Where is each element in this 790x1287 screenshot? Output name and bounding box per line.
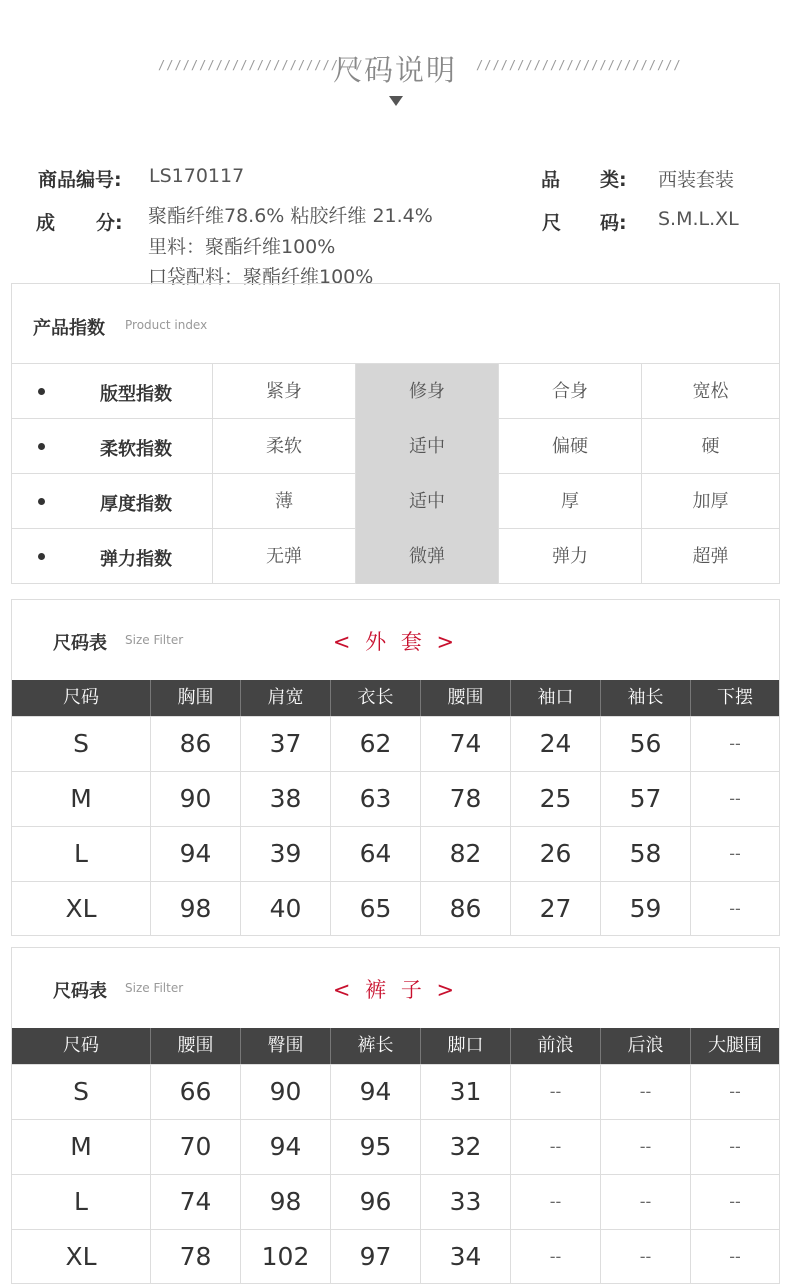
measure-cell: 33 — [420, 1175, 510, 1229]
table-row — [12, 1119, 779, 1174]
size-cell: L — [74, 839, 88, 868]
measure-cell: 78 — [420, 772, 510, 826]
column-header: 肩宽 — [240, 680, 330, 716]
pants-table-title: 尺码表 — [53, 981, 107, 1002]
size-cell: XL — [65, 1242, 97, 1271]
measure-cell: -- — [690, 827, 779, 881]
index-option: 无弹 — [212, 529, 355, 584]
measure-cell: -- — [690, 882, 779, 936]
size-cell: S — [73, 729, 89, 758]
measure-cell: 102 — [240, 1230, 330, 1284]
measure-cell: 94 — [150, 827, 240, 881]
category-label-2: 类: — [600, 169, 627, 191]
table-row — [12, 1064, 779, 1119]
pants-category-label: < 裤 子 > — [332, 978, 459, 1002]
measure-cell: 66 — [150, 1065, 240, 1119]
column-header: 尺码 — [63, 687, 99, 708]
index-option: 硬 — [641, 419, 779, 474]
composition-label-1: 成 — [36, 212, 56, 234]
measure-cell: 31 — [420, 1065, 510, 1119]
measure-cell: 86 — [420, 882, 510, 936]
jacket-table-subtitle: Size Filter — [125, 633, 184, 647]
bullet-icon — [38, 443, 45, 450]
product-index-panel — [11, 283, 780, 584]
measure-cell: 32 — [420, 1120, 510, 1174]
composition-line-3: 口袋配料：聚酯纤维100% — [148, 266, 374, 288]
measure-cell: 62 — [330, 717, 420, 771]
pants-table-header — [12, 948, 779, 1028]
product-info — [0, 160, 790, 288]
bullet-icon — [38, 553, 45, 560]
index-row — [12, 364, 779, 419]
measure-cell: 40 — [240, 882, 330, 936]
measure-cell: 90 — [150, 772, 240, 826]
column-header: 腰围 — [420, 680, 510, 716]
index-option: 紧身 — [212, 364, 355, 419]
measure-cell: 63 — [330, 772, 420, 826]
category-value: 西装套装 — [658, 169, 735, 191]
measure-cell: 57 — [600, 772, 690, 826]
column-header: 袖口 — [510, 680, 600, 716]
jacket-category-label: < 外 套 > — [332, 630, 459, 654]
triangle-down-icon — [389, 96, 403, 106]
index-option: 宽松 — [641, 364, 779, 419]
jacket-table-title: 尺码表 — [53, 633, 107, 654]
measure-cell: -- — [690, 1175, 779, 1229]
measure-cell: -- — [690, 1120, 779, 1174]
measure-cell: 74 — [420, 717, 510, 771]
measure-cell: 58 — [600, 827, 690, 881]
composition-line-1: 聚酯纤维78.6% 粘胶纤维 21.4% — [148, 205, 433, 227]
size-cell: XL — [65, 894, 97, 923]
measure-cell: 98 — [240, 1175, 330, 1229]
measure-cell: -- — [510, 1065, 600, 1119]
bullet-icon — [38, 388, 45, 395]
measure-cell: 94 — [330, 1065, 420, 1119]
column-header: 衣长 — [330, 680, 420, 716]
item-no-value: LS170117 — [149, 165, 245, 187]
index-option-selected: 适中 — [355, 419, 498, 474]
table-header-row — [12, 1028, 779, 1064]
page-title: 尺码说明 — [332, 53, 457, 87]
size-cell: S — [73, 1077, 89, 1106]
size-value: S.M.L.XL — [658, 208, 739, 230]
measure-cell: 56 — [600, 717, 690, 771]
column-header: 臀围 — [240, 1028, 330, 1064]
size-label-1: 尺 — [542, 212, 562, 234]
index-row-name: 版型指数 — [100, 384, 172, 405]
column-header: 腰围 — [150, 1028, 240, 1064]
index-option-selected: 修身 — [355, 364, 498, 419]
measure-cell: -- — [510, 1120, 600, 1174]
measure-cell: 78 — [150, 1230, 240, 1284]
index-row-name: 弹力指数 — [100, 549, 172, 570]
index-row-name: 厚度指数 — [100, 494, 172, 515]
measure-cell: -- — [600, 1175, 690, 1229]
index-row — [12, 474, 779, 529]
measure-cell: 70 — [150, 1120, 240, 1174]
index-option: 柔软 — [212, 419, 355, 474]
measure-cell: 98 — [150, 882, 240, 936]
index-option-selected: 微弹 — [355, 529, 498, 584]
column-header: 下摆 — [690, 680, 779, 716]
jacket-size-table — [11, 599, 780, 936]
measure-cell: 97 — [330, 1230, 420, 1284]
pants-table-subtitle: Size Filter — [125, 981, 184, 995]
section-header — [0, 44, 790, 114]
size-cell: M — [70, 1132, 92, 1161]
measure-cell: -- — [690, 717, 779, 771]
measure-cell: -- — [510, 1175, 600, 1229]
decorative-slashes-left: ///////////////////////// — [158, 58, 364, 72]
table-row — [12, 881, 779, 936]
measure-cell: 96 — [330, 1175, 420, 1229]
measure-cell: 95 — [330, 1120, 420, 1174]
measure-cell: -- — [690, 1230, 779, 1284]
index-row — [12, 529, 779, 584]
column-header: 脚口 — [420, 1028, 510, 1064]
measure-cell: -- — [690, 772, 779, 826]
table-row — [12, 1229, 779, 1284]
column-header: 后浪 — [600, 1028, 690, 1064]
measure-cell: -- — [510, 1230, 600, 1284]
composition-label-2: 分: — [96, 212, 123, 234]
measure-cell: 27 — [510, 882, 600, 936]
measure-cell: 65 — [330, 882, 420, 936]
product-index-title: 产品指数 — [33, 318, 105, 339]
index-option-selected: 适中 — [355, 474, 498, 529]
size-cell: M — [70, 784, 92, 813]
measure-cell: 90 — [240, 1065, 330, 1119]
table-row — [12, 716, 779, 771]
measure-cell: 37 — [240, 717, 330, 771]
index-option: 薄 — [212, 474, 355, 529]
measure-cell: 64 — [330, 827, 420, 881]
column-header: 胸围 — [150, 680, 240, 716]
size-cell: L — [74, 1187, 88, 1216]
composition-line-2: 里料：聚酯纤维100% — [148, 236, 336, 258]
measure-cell: 86 — [150, 717, 240, 771]
column-header: 前浪 — [510, 1028, 600, 1064]
measure-cell: 39 — [240, 827, 330, 881]
measure-cell: 24 — [510, 717, 600, 771]
index-option: 合身 — [498, 364, 641, 419]
measure-cell: -- — [600, 1120, 690, 1174]
product-index-header — [12, 284, 779, 364]
column-header: 袖长 — [600, 680, 690, 716]
jacket-table-header — [12, 600, 779, 680]
index-option: 弹力 — [498, 529, 641, 584]
index-option: 厚 — [498, 474, 641, 529]
item-no-label: 商品编号: — [38, 169, 122, 191]
size-label-2: 码: — [600, 212, 627, 234]
measure-cell: -- — [600, 1230, 690, 1284]
category-label-1: 品 — [541, 169, 561, 191]
product-index-subtitle: Product index — [125, 318, 208, 332]
index-row — [12, 419, 779, 474]
bullet-icon — [38, 498, 45, 505]
measure-cell: 59 — [600, 882, 690, 936]
column-header: 裤长 — [330, 1028, 420, 1064]
column-header: 尺码 — [63, 1035, 99, 1056]
pants-size-table — [11, 947, 780, 1284]
measure-cell: 82 — [420, 827, 510, 881]
column-header: 大腿围 — [690, 1028, 779, 1064]
table-header-row — [12, 680, 779, 716]
table-row — [12, 771, 779, 826]
measure-cell: 34 — [420, 1230, 510, 1284]
measure-cell: -- — [600, 1065, 690, 1119]
index-row-name: 柔软指数 — [100, 439, 172, 460]
measure-cell: 94 — [240, 1120, 330, 1174]
measure-cell: 26 — [510, 827, 600, 881]
table-row — [12, 1174, 779, 1229]
decorative-slashes-right: ///////////////////////// — [476, 58, 682, 72]
measure-cell: 38 — [240, 772, 330, 826]
index-option: 加厚 — [641, 474, 779, 529]
index-option: 偏硬 — [498, 419, 641, 474]
table-row — [12, 826, 779, 881]
measure-cell: 74 — [150, 1175, 240, 1229]
index-option: 超弹 — [641, 529, 779, 584]
measure-cell: -- — [690, 1065, 779, 1119]
measure-cell: 25 — [510, 772, 600, 826]
